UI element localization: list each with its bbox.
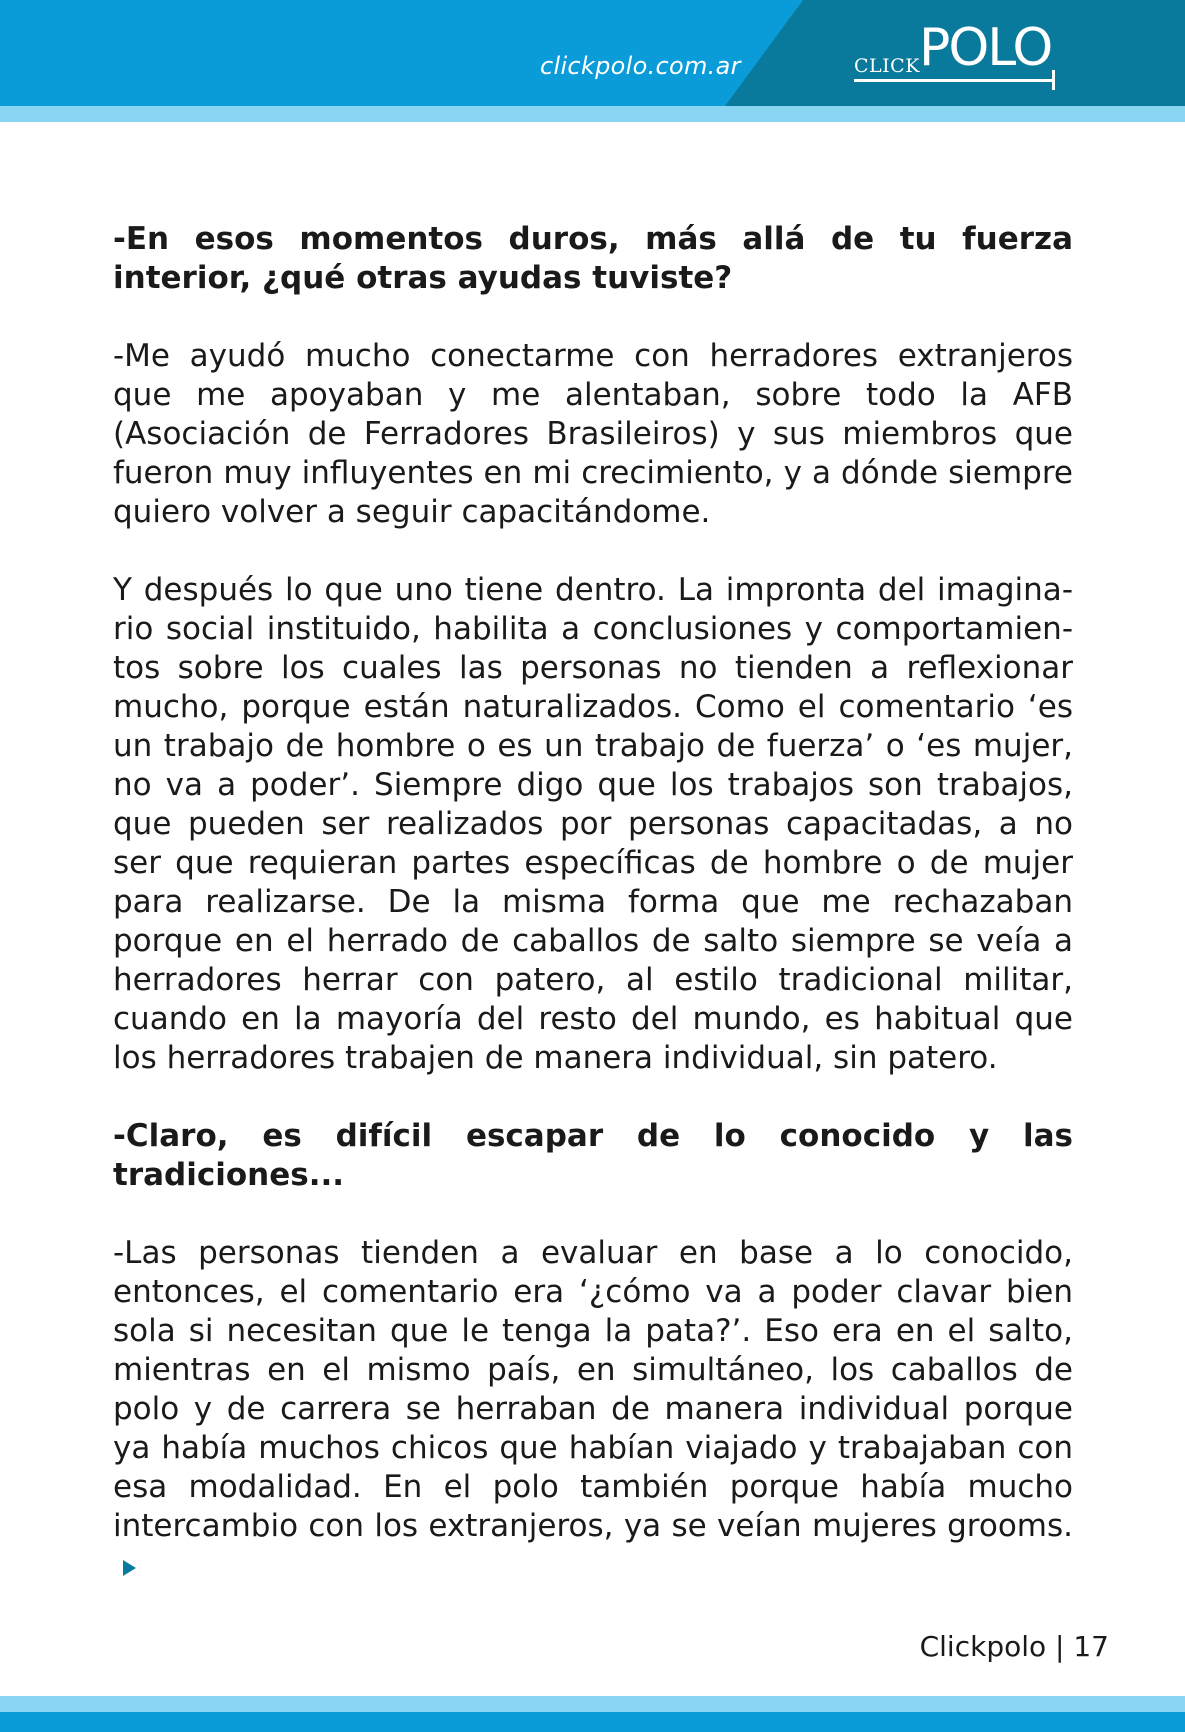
article-body bbox=[113, 220, 1073, 1624]
footer-stripe-light bbox=[0, 1696, 1185, 1712]
page-number-label: Clickpolo | 17 bbox=[919, 1630, 1109, 1663]
continue-arrow-icon bbox=[123, 1560, 136, 1576]
logo-click-text: CLICK bbox=[854, 55, 920, 77]
question-paragraph: -Claro, es difícil escapar de lo conocido y las tradiciones... bbox=[113, 1118, 1073, 1193]
page-header bbox=[0, 0, 1185, 106]
logo-underline bbox=[854, 79, 1055, 82]
answer-paragraph: Y después lo que uno tiene dentro. La impronta del imaginario social instituido, habilita a conclusiones y comportamientos sobre los cuales las personas no tienden a reflexionar mucho, porque están naturalizados. Como el comentario ‘es un trabajo de hombre o es un trabajo de fuerza’ o ‘es mujer, no va a poder’. Siempre digo que los trabajos son trabajos, que pueden ser realizados por personas capacitadas, a no ser que requieran partes específicas de hombre o de mujer para realizarse. De la misma forma que me rechazaban porque en el herrado de caballos de salto siempre se veía a herradores herrar con patero, al estilo tradicional militar, cuando en la mayoría del resto del mundo, es habitual que los herradores trabajen de manera individual, sin patero. bbox=[113, 572, 1073, 1076]
site-url: clickpolo.com.ar bbox=[540, 52, 741, 80]
question-paragraph: -En esos momentos duros, más allá de tu fuerza interior, ¿qué otras ayudas tuviste? bbox=[113, 221, 1073, 296]
header-stripe bbox=[0, 106, 1185, 122]
clickpolo-logo bbox=[852, 18, 1062, 92]
footer-stripe bbox=[0, 1712, 1185, 1732]
answer-text: -Las personas tienden a evaluar en base a lo conocido, entonces, el comentario era ‘¿cómo va a poder clavar bien sola si necesitan que le tenga la pata?’. Eso era en el salto, mientras en el mismo país, en simultáneo, los caballos de polo y de carrera se herraban de manera individual porque ya había muchos chicos que habían viajado y trabajaban con esa modalidad. En el polo también porque había mucho intercambio con los extranjeros, ya se veían mujeres grooms. bbox=[113, 1235, 1073, 1544]
logo-tick bbox=[1052, 70, 1055, 90]
answer-paragraph bbox=[113, 1234, 1073, 1585]
logo-polo-text: POLO bbox=[919, 18, 1052, 78]
answer-paragraph: -Me ayudó mucho conectarme con herradores extranjeros que me apoyaban y me alentaban, sobre todo la AFB (Asociación de Ferradores Brasileiros) y sus miembros que fueron muy influyentes en mi crecimiento, y a dónde siempre quiero volver a seguir capacitándome. bbox=[113, 338, 1073, 530]
